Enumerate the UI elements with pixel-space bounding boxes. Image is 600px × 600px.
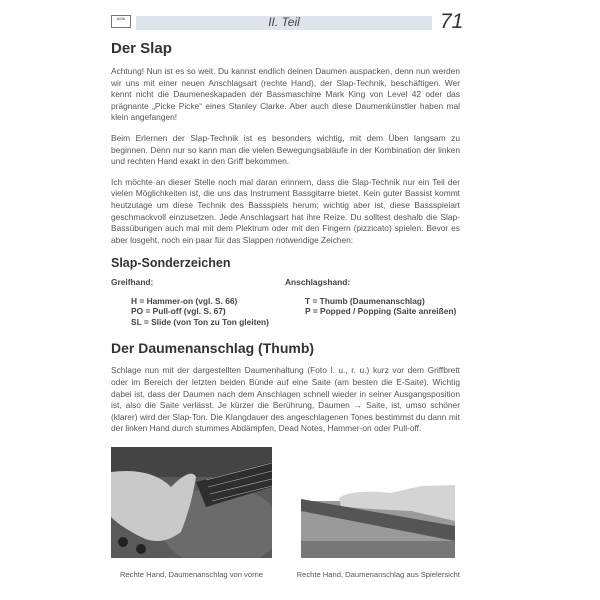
paragraph: Beim Erlernen der Slap-Technik ist es besonders wichtig, mit dem Üben langsam zu beginnen. Denn nur so kann man die vielen Bewegungsabläufe in der Kombination der linken und rechten Hand exakt in den Griff bekommen. [111,132,460,167]
greifhand-list [111,296,285,328]
part-title: II. Teil [268,15,300,29]
symbol-item: P = Popped / Popping (Saite anreißen) [305,306,457,317]
symbol-item: T = Thumb (Daumenanschlag) [305,295,425,306]
symbol-columns [111,277,460,327]
page-number: 71 [440,10,464,33]
greifhand-column [111,277,285,327]
photo-row [111,447,460,579]
paragraph: Achtung! Nun ist es so weit. Du kannst endlich deinen Daumen auspacken, denn nun werden wir uns mit einer neuen Anschlagsart (rechte Hand), der Slap-Technik, beschäftigen. Wer kennt nicht die Daumeneskapaden der Bassmaschine Mark King von Level 42 oder das prägnante „Picke Picke“ eines Stanley Clarke. Aber auch diese Daumenkünstler haben mal klein angefangen! [111,66,460,123]
heading-der-slap: Der Slap [111,40,172,57]
page-content [111,40,460,579]
figure-player-view [297,481,460,579]
anschlagshand-column [285,277,459,327]
photo-caption: Rechte Hand, Daumenanschlag aus Spielersicht [296,569,460,579]
symbol-item: SL = Slide (von Ton zu Ton gleiten) [131,316,269,327]
figure-front [111,447,272,579]
photo-hand-front [111,447,272,558]
logo-text: AMA [116,16,126,21]
paragraph: Ich möchte an dieser Stelle noch mal daran erinnern, dass die Slap-Technik nur ein Teil der vielen Möglichkeiten ist, die uns das Instrument Bassgitarre bietet. Kein guter Bassist kommt heutzutage um diese Technik des Bassspiels herum; wichtig aber ist, diese Bassspielart geschmackvoll einzusetzen. Jede Anschlagsart hat ihre Reize. Du solltest deshalb die Slap-Bassübungen auch mal mit dem Plektrum oder mit den Fingern (pizzicato) spielen. Bevor es aber losgeht, noch ein paar für das Slappen notwendige Zeichen: [111,176,460,245]
heading-daumenanschlag: Der Daumenanschlag (Thumb) [111,340,315,357]
anschlagshand-label: Anschlagshand: [285,277,351,288]
photo-hand-player-view [301,481,455,558]
anschlagshand-list [285,296,459,317]
symbol-item: PO = Pull-off (vgl. S. 67) [131,306,226,317]
greifhand-label: Greifhand: [111,277,154,288]
photo-caption: Rechte Hand, Daumenanschlag von vorne [119,569,264,579]
heading-slap-sonderzeichen: Slap-Sonderzeichen [111,256,231,271]
publisher-logo [111,15,131,28]
paragraph: Schlage nun mit der dargestellten Daumenhaltung (Foto l. u., r. u.) kurz vor dem Griffbrett oder im Bereich der letzten beiden Bünde auf eine Saite (am besten die E-Saite). Wichtig dabei ist, dass der Daumen nach dem Anschlagen schnell wieder in seiner Ausgangsposition ist, also die Saite verlässt. Je kürzer die Berührung, Daumen → Saite, ist, umso schöner (klarer) wird der Slap-Ton. Die Klangdauer des angeschlagenen Tones bestimmst du dann mit der linken Hand durch stummes Abdämpfen, Dead Notes, Hammer-on oder Pull-off. [111,365,460,434]
symbol-item: H = Hammer-on (vgl. S. 66) [131,295,238,306]
